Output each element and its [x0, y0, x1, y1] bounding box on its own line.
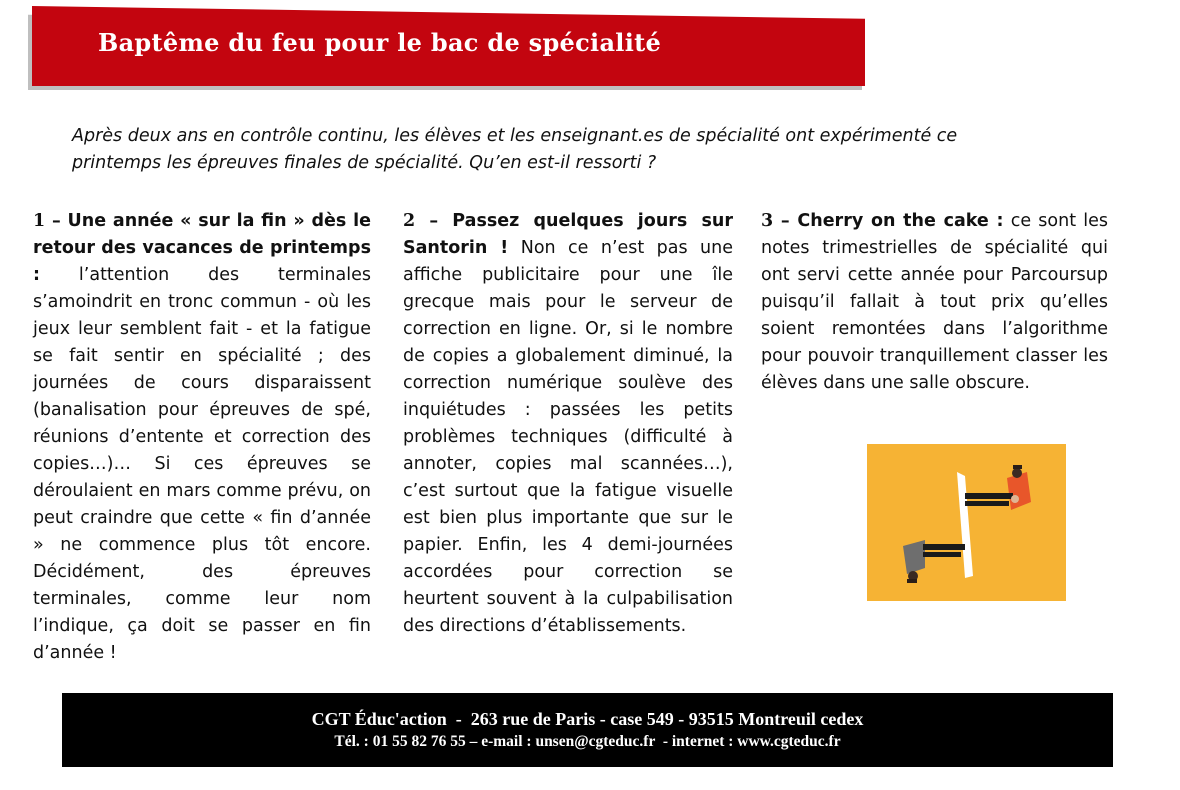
column-number: 2: [403, 211, 416, 231]
page-title: Baptême du feu pour le bac de spécialité: [98, 28, 662, 57]
column-1: [33, 208, 371, 667]
footer-address: CGT Éduc'action - 263 rue de Paris - case 549 - 93515 Montreuil cedex: [311, 709, 864, 729]
column-body: l’attention des terminales s’amoindrit en tronc commun - où les jeux leur semblent fait - et la fatigue se fait sentir en spécialité ; des journées de cours disparaissent (banalisation pour épreuves de spé, réunions d’entente et correction des copies…)… Si ces épreuves se déroulaient en mars comme prévu, on peut craindre que cette « fin d’année » ne commence plus tôt encore. Décidément, des épreuves terminales, comme leur nom l’indique, ça doit se passer en fin d’année !: [33, 265, 371, 663]
column-2: [403, 208, 733, 640]
column-body: ce sont les notes trimestrielles de spécialité qui ont servi cette année pour Parcoursup puisqu’il fallait à tout prix qu’elles soient remontées dans l’algorithme pour pouvoir tranquillement classer les élèves dans une salle obscure.: [761, 211, 1109, 393]
column-dash: –: [415, 211, 453, 231]
column-heading: Passez quelques jours sur Santorin !: [403, 211, 733, 258]
column-dash: –: [45, 211, 68, 231]
column-heading: Une année « sur la fin » dès le retour des vacances de printemps :: [33, 211, 371, 285]
footer-contact-details: Tél. : 01 55 82 76 55 – e-mail : unsen@cgteduc.fr - internet : www.cgteduc.fr: [334, 733, 841, 750]
column-number: 3: [761, 211, 774, 231]
footer-contact-bar: [62, 693, 1113, 767]
column-number: 1: [33, 211, 46, 231]
column-heading: Cherry on the cake :: [797, 211, 1004, 231]
column-3: [761, 208, 1108, 397]
door-illustration: [867, 444, 1066, 601]
column-dash: –: [773, 211, 798, 231]
intro-paragraph: Après deux ans en contrôle continu, les élèves et les enseignant.es de spécialité ont expérimenté ce printemps les épreuves finales de spécialité. Qu’en est-il ressorti ?: [72, 126, 958, 173]
column-body: Non ce n’est pas une affiche publicitaire pour une île grecque mais pour le serveur de correction en ligne. Or, si le nombre de copies a globalement diminué, la correction numérique soulève des inquiétudes : passées les petits problèmes techniques (difficulté à annoter, copies mal scannées…), c’est surtout que la fatigue visuelle est bien plus importante que sur le papier. Enfin, les 4 demi-journées accordées pour correction se heurtent souvent à la culpabilisation des directions d’établissements.: [403, 238, 734, 636]
